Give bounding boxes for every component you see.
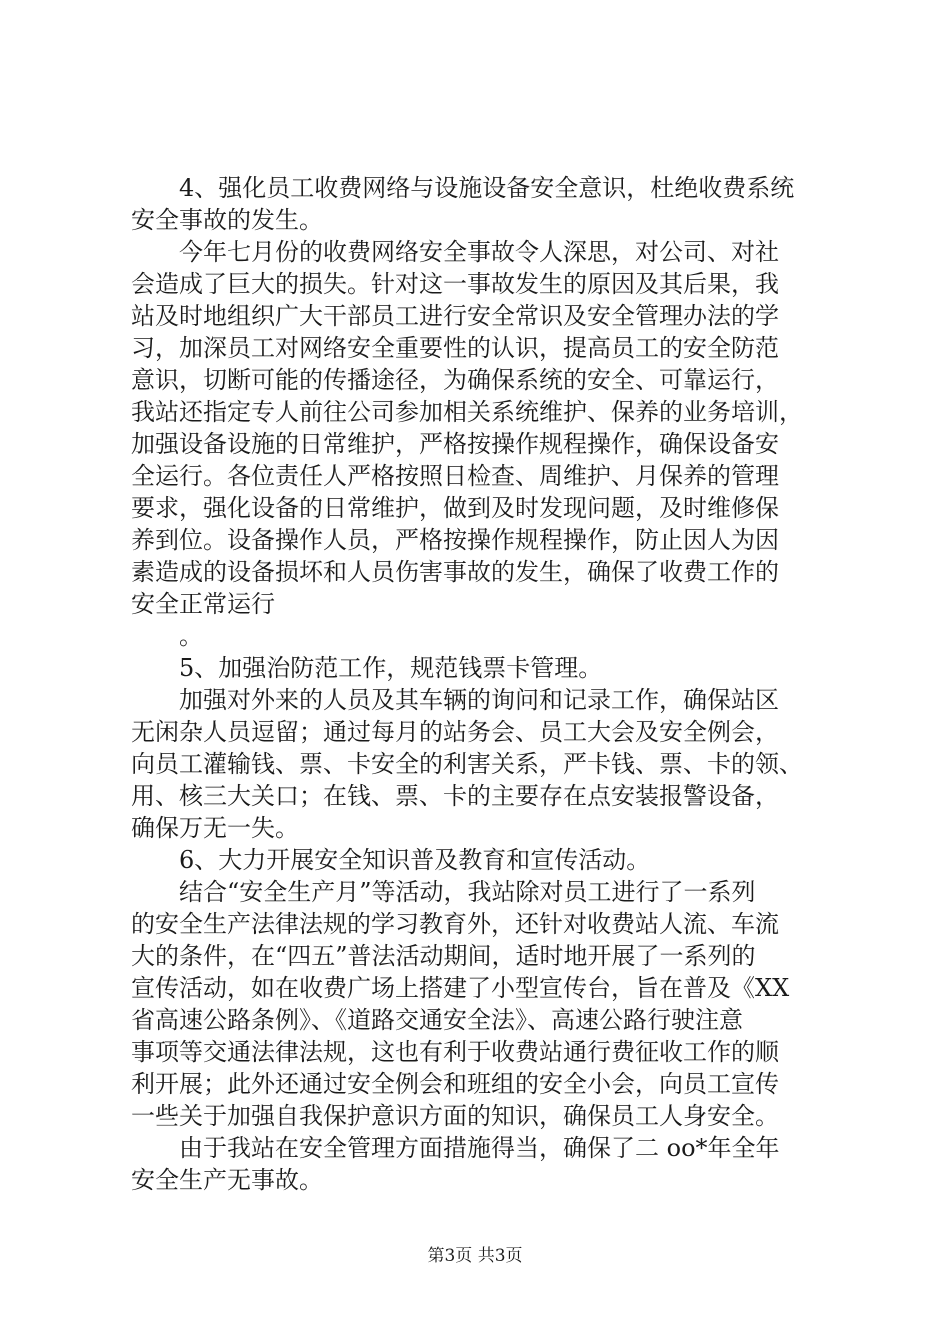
text-line: 我站还指定专人前往公司参加相关系统维护、保养的业务培训，: [131, 398, 803, 426]
text-line: 利开展；此外还通过安全例会和班组的安全小会，向员工宣传: [131, 1070, 779, 1098]
text-line: 会造成了巨大的损失。针对这一事故发生的原因及其后果，我: [131, 270, 779, 298]
text-line: 一些关于加强自我保护意识方面的知识，确保员工人身安全。: [131, 1102, 779, 1130]
text-line: 站及时地组织广大干部员工进行安全常识及安全管理办法的学: [131, 302, 779, 330]
text-line: 安全生产无事故。: [131, 1166, 323, 1194]
page-footer: 第3页 共3页: [427, 1246, 523, 1266]
text-line: 结合“安全生产月”等活动，我站除对员工进行了一系列: [131, 878, 756, 906]
text-line: 养到位。设备操作人员，严格按操作规程操作，防止因人为因: [131, 526, 779, 554]
text-line: 。: [131, 622, 203, 650]
text-line: 习，加深员工对网络安全重要性的认识，提高员工的安全防范: [131, 334, 779, 362]
text-line: 大的条件，在“四五”普法活动期间，适时地开展了一系列的: [131, 942, 756, 970]
text-line: 安全事故的发生。: [131, 206, 323, 234]
text-line: 的安全生产法律法规的学习教育外，还针对收费站人流、车流: [131, 910, 779, 938]
text-line: 今年七月份的收费网络安全事故令人深思，对公司、对社: [131, 238, 779, 266]
text-line: 确保万无一失。: [131, 814, 299, 842]
text-line: 事项等交通法律法规，这也有利于收费站通行费征收工作的顺: [131, 1038, 779, 1066]
section-heading: 6、大力开展安全知识普及教育和宣传活动。: [131, 846, 651, 874]
text-line: 意识，切断可能的传播途径，为确保系统的安全、可靠运行，: [131, 366, 779, 394]
section-heading: 5、加强治防范工作，规范钱票卡管理。: [131, 654, 603, 682]
text-line: 无闲杂人员逗留；通过每月的站务会、员工大会及安全例会，: [131, 718, 779, 746]
text-line: 加强设备设施的日常维护，严格按操作规程操作，确保设备安: [131, 430, 779, 458]
text-line: 4、强化员工收费网络与设施设备安全意识，杜绝收费系统: [131, 174, 795, 202]
text-line: 宣传活动，如在收费广场上搭建了小型宣传台，旨在普及《XX: [131, 974, 790, 1002]
text-line: 由于我站在安全管理方面措施得当，确保了二 oo*年全年: [131, 1134, 780, 1162]
text-line: 全运行。各位责任人严格按照日检查、周维护、月保养的管理: [131, 462, 779, 490]
text-line: 素造成的设备损坏和人员伤害事故的发生，确保了收费工作的: [131, 558, 779, 586]
text-line: 安全正常运行: [131, 590, 275, 618]
text-line: 省高速公路条例》、《道路交通安全法》、高速公路行驶注意: [131, 1006, 743, 1034]
text-line: 要求，强化设备的日常维护，做到及时发现问题，及时维修保: [131, 494, 779, 522]
text-line: 用、核三大关口；在钱、票、卡的主要存在点安装报警设备，: [131, 782, 779, 810]
text-line: 向员工灌输钱、票、卡安全的利害关系，严卡钱、票、卡的领、: [131, 750, 803, 778]
text-line: 加强对外来的人员及其车辆的询问和记录工作，确保站区: [131, 686, 779, 714]
